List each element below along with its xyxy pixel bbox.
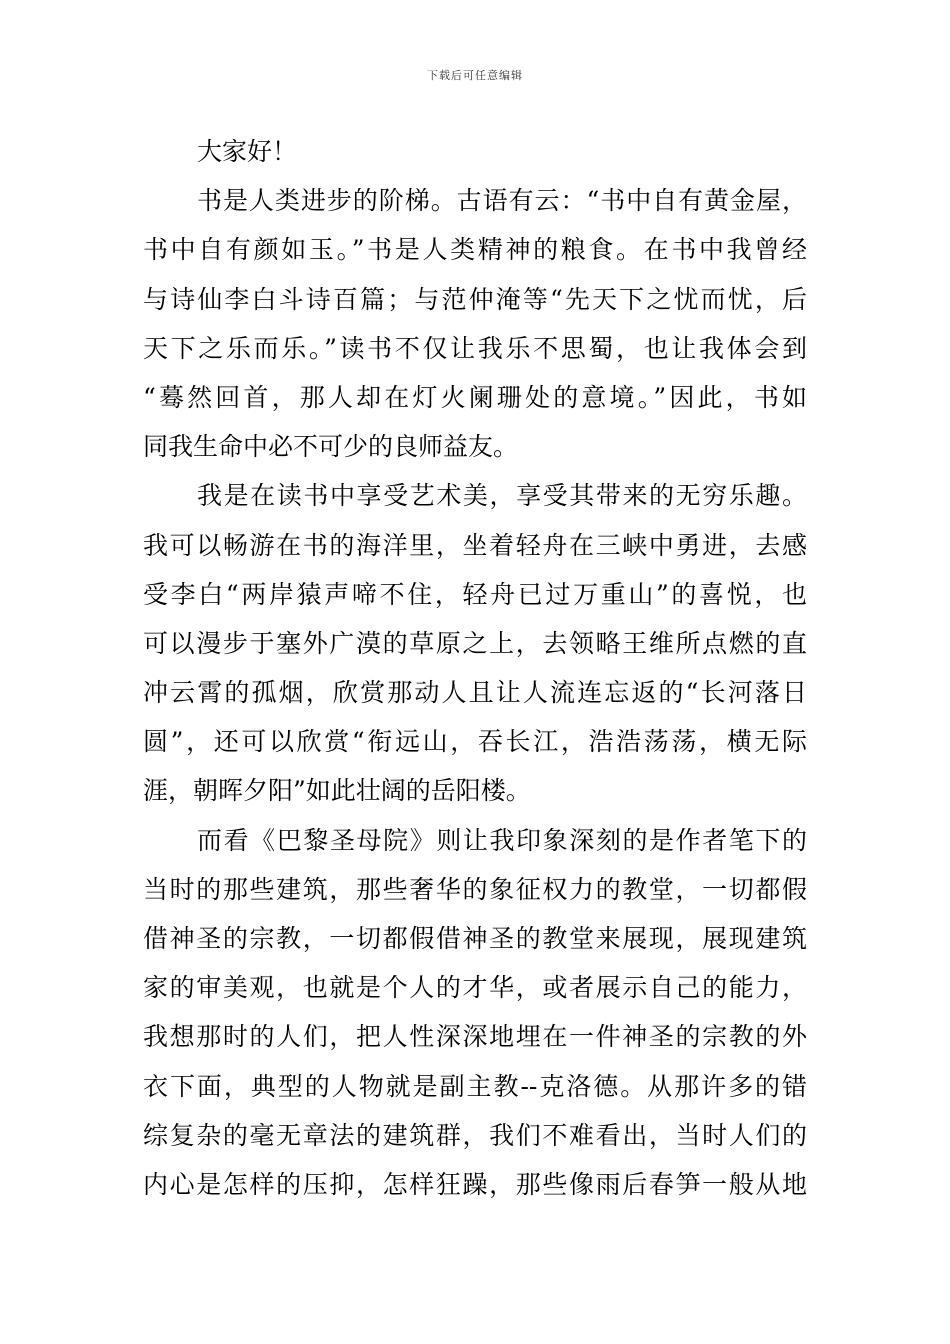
paragraph-1-line-5: “蓦然回首，那人却在灯火阑珊处的意境。”因此，书如 (143, 382, 807, 412)
paragraph-3-line-1: 而看《巴黎圣母院》则让我印象深刻的是作者笔下的 (197, 825, 807, 855)
paragraph-2-line-4: 可以漫步于塞外广漠的草原之上，去领略王维所点燃的直 (143, 628, 807, 658)
paragraph-2-line-3: 受李白“两岸猿声啼不住，轻舟已过万重山”的喜悦，也 (143, 579, 807, 609)
paragraph-3-line-6: 衣下面，典型的人物就是副主教--克洛德。从那许多的错 (143, 1071, 807, 1101)
header-note: 下载后可任意编辑 (427, 69, 523, 82)
paragraph-2-line-6: 圆”，还可以欣赏“衔远山，吞长江，浩浩荡荡，横无际 (143, 727, 807, 757)
paragraph-3-line-4: 家的审美观，也就是个人的才华，或者展示自己的能力， (143, 973, 807, 1003)
paragraph-3-line-7: 综复杂的毫无章法的建筑群，我们不难看出，当时人们的 (143, 1120, 807, 1150)
paragraph-1-line-6: 同我生命中必不可少的良师益友。 (143, 432, 519, 462)
paragraph-3-line-2: 当时的那些建筑，那些奢华的象征权力的教堂，一切都假 (143, 874, 807, 904)
paragraph-1-line-1: 书是人类进步的阶梯。古语有云：“书中自有黄金屋， (197, 186, 807, 216)
paragraph-3-line-5: 我想那时的人们，把人性深深地埋在一件神圣的宗教的外 (143, 1022, 807, 1052)
paragraph-1-line-4: 天下之乐而乐。”读书不仅让我乐不思蜀，也让我体会到 (143, 333, 807, 363)
paragraph-1-line-2: 书中自有颜如玉。”书是人类精神的粮食。在书中我曾经 (143, 235, 807, 265)
paragraph-3-line-8: 内心是怎样的压抑，怎样狂躁，那些像雨后春笋一般从地 (143, 1169, 807, 1199)
greeting-line: 大家好！ (197, 137, 298, 166)
paragraph-3-line-3: 借神圣的宗教，一切都假借神圣的教堂来展现，展现建筑 (143, 924, 807, 953)
paragraph-2-line-7: 涯，朝晖夕阳”如此壮阔的岳阳楼。 (143, 776, 531, 806)
paragraph-2-line-2: 我可以畅游在书的海洋里，坐着轻舟在三峡中勇进，去感 (143, 530, 807, 560)
document-body (143, 127, 807, 1209)
paragraph-2-line-5: 冲云霄的孤烟，欣赏那动人且让人流连忘返的“长河落日 (143, 678, 807, 708)
paragraph-2-line-1: 我是在读书中享受艺术美，享受其带来的无穷乐趣。 (197, 481, 807, 511)
paragraph-1-line-3: 与诗仙李白斗诗百篇；与范仲淹等“先天下之忧而忧，后 (143, 284, 807, 314)
